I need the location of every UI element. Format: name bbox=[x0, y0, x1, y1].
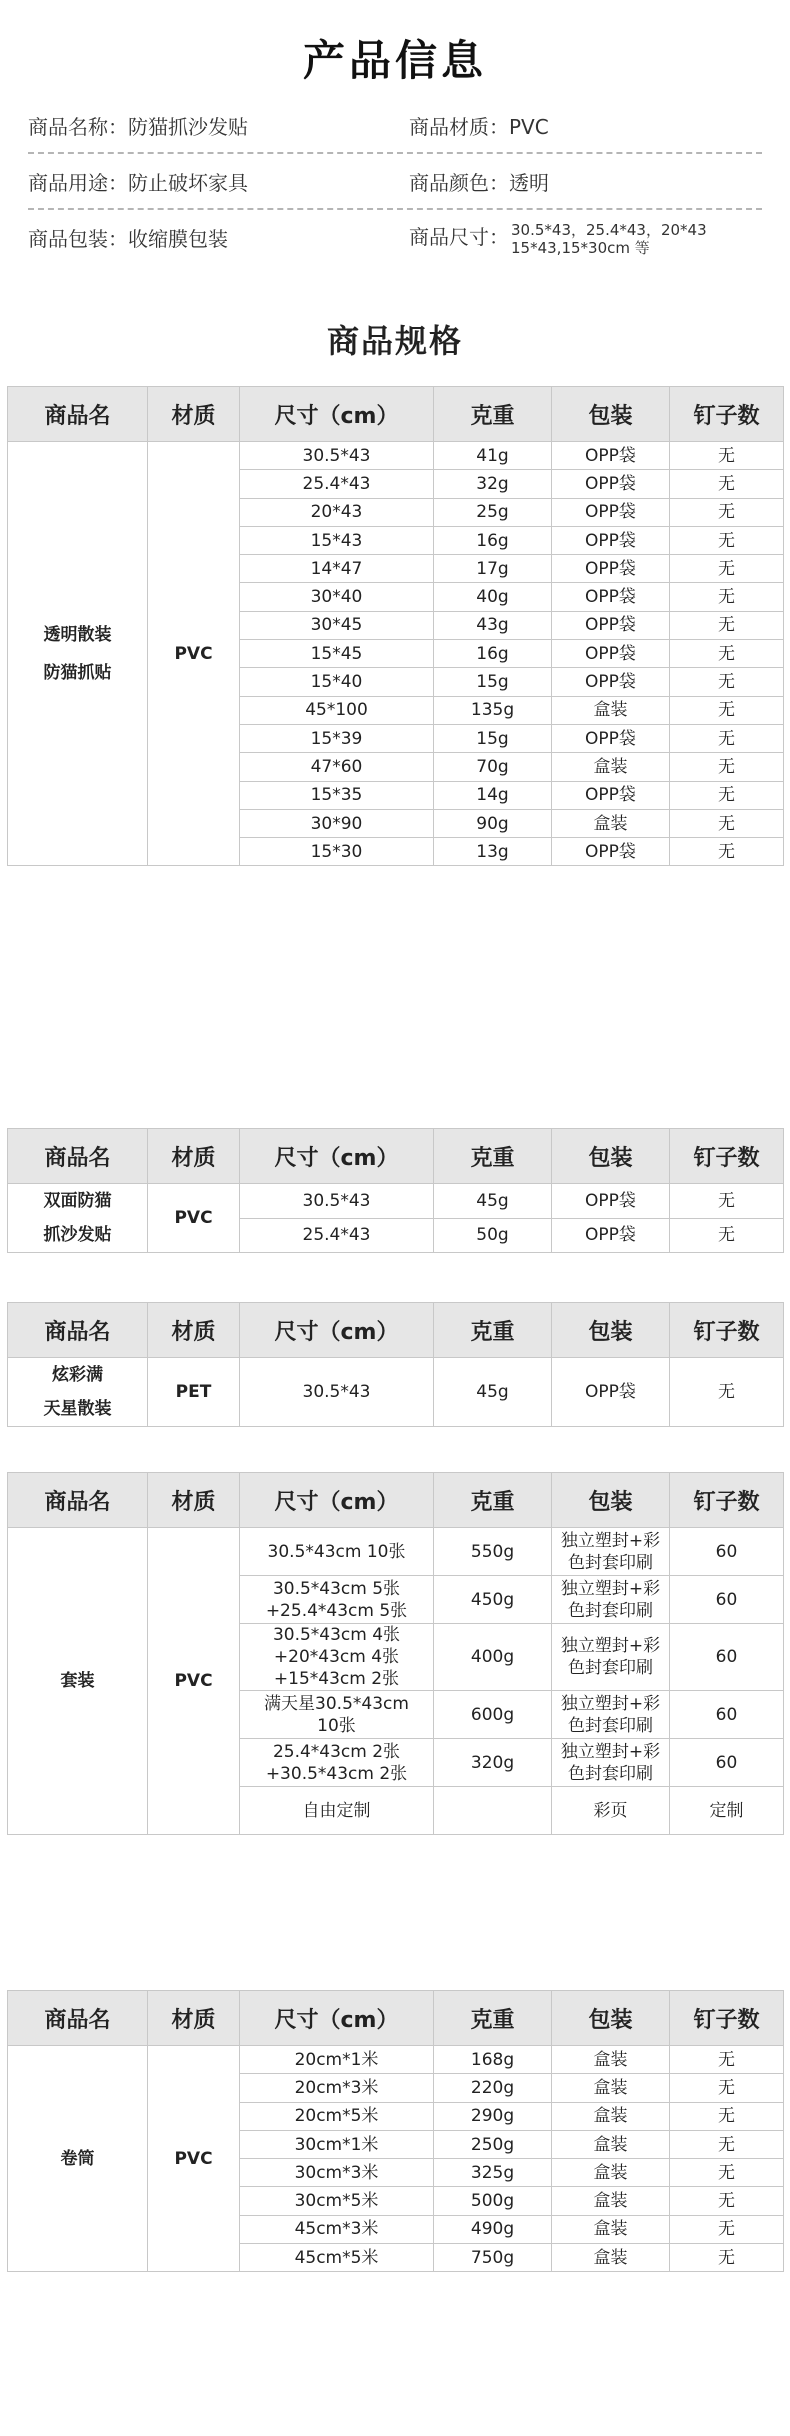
column-header: 克重 bbox=[434, 1129, 552, 1184]
packaging-cell: OPP袋 bbox=[552, 781, 670, 809]
nail-count-cell: 无 bbox=[670, 2130, 784, 2158]
size-cell: 15*35 bbox=[240, 781, 434, 809]
weight-cell: 550g bbox=[434, 1528, 552, 1576]
column-header: 包装 bbox=[552, 1129, 670, 1184]
column-header: 商品名 bbox=[8, 1991, 148, 2046]
size-cell: 满天星30.5*43cm 10张 bbox=[240, 1691, 434, 1739]
column-header: 钉子数 bbox=[670, 1129, 784, 1184]
table-header-row bbox=[8, 1473, 784, 1528]
material-cell: PVC bbox=[148, 1184, 240, 1253]
nail-count-cell: 无 bbox=[670, 583, 784, 611]
column-header: 商品名 bbox=[8, 1473, 148, 1528]
nail-count-cell: 无 bbox=[670, 696, 784, 724]
spec-table bbox=[7, 1302, 784, 1427]
size-cell: 30.5*43 bbox=[240, 1358, 434, 1427]
weight-cell: 500g bbox=[434, 2187, 552, 2215]
size-cell: 30.5*43cm 10张 bbox=[240, 1528, 434, 1576]
info-row bbox=[28, 210, 762, 264]
packaging-cell: OPP袋 bbox=[552, 526, 670, 554]
packaging-cell: 独立塑封+彩 色封套印刷 bbox=[552, 1624, 670, 1691]
size-cell: 15*45 bbox=[240, 640, 434, 668]
nail-count-cell: 无 bbox=[670, 640, 784, 668]
product-info-block bbox=[28, 98, 762, 264]
nail-count-cell: 无 bbox=[670, 753, 784, 781]
packaging-cell: OPP袋 bbox=[552, 611, 670, 639]
nail-count-cell: 无 bbox=[670, 2244, 784, 2272]
packaging-cell: 盒装 bbox=[552, 2074, 670, 2102]
packaging-cell: OPP袋 bbox=[552, 583, 670, 611]
packaging-cell: 盒装 bbox=[552, 2130, 670, 2158]
nail-count-cell: 无 bbox=[670, 470, 784, 498]
nail-count-cell: 无 bbox=[670, 1358, 784, 1427]
size-cell: 30cm*5米 bbox=[240, 2187, 434, 2215]
column-header: 包装 bbox=[552, 1303, 670, 1358]
packaging-cell: OPP袋 bbox=[552, 498, 670, 526]
size-cell: 自由定制 bbox=[240, 1787, 434, 1835]
nail-count-cell: 无 bbox=[670, 611, 784, 639]
size-cell: 30*45 bbox=[240, 611, 434, 639]
table-row bbox=[8, 2046, 784, 2074]
page-title: 产品信息 bbox=[302, 36, 487, 85]
packaging-cell: OPP袋 bbox=[552, 442, 670, 470]
weight-cell: 45g bbox=[434, 1358, 552, 1427]
table-header-row bbox=[8, 1129, 784, 1184]
spec-title: 商品规格 bbox=[326, 322, 463, 360]
weight-cell: 13g bbox=[434, 838, 552, 866]
column-header: 钉子数 bbox=[670, 1303, 784, 1358]
nail-count-cell: 无 bbox=[670, 442, 784, 470]
column-header: 克重 bbox=[434, 1473, 552, 1528]
column-header: 商品名 bbox=[8, 1129, 148, 1184]
size-cell: 30.5*43cm 4张 +20*43cm 4张 +15*43cm 2张 bbox=[240, 1624, 434, 1691]
packaging-cell: 盒装 bbox=[552, 2187, 670, 2215]
size-cell: 25.4*43cm 2张 +30.5*43cm 2张 bbox=[240, 1739, 434, 1787]
info-product-material: 商品材质：PVC bbox=[409, 114, 549, 139]
packaging-cell: 彩页 bbox=[552, 1787, 670, 1835]
packaging-cell: 独立塑封+彩 色封套印刷 bbox=[552, 1691, 670, 1739]
packaging-cell: OPP袋 bbox=[552, 838, 670, 866]
nail-count-cell: 无 bbox=[670, 781, 784, 809]
column-header: 材质 bbox=[148, 387, 240, 442]
weight-cell: 400g bbox=[434, 1624, 552, 1691]
product-name-cell: 套装 bbox=[8, 1528, 148, 1835]
nail-count-cell: 60 bbox=[670, 1691, 784, 1739]
weight-cell: 16g bbox=[434, 640, 552, 668]
material-cell: PVC bbox=[148, 1528, 240, 1835]
weight-cell: 15g bbox=[434, 724, 552, 752]
column-header: 材质 bbox=[148, 1991, 240, 2046]
spec-table bbox=[7, 1472, 784, 1835]
table-row bbox=[8, 1528, 784, 1576]
column-header: 尺寸（cm） bbox=[240, 1303, 434, 1358]
packaging-cell: OPP袋 bbox=[552, 1218, 670, 1253]
column-header: 尺寸（cm） bbox=[240, 387, 434, 442]
packaging-cell: 盒装 bbox=[552, 2046, 670, 2074]
column-header: 钉子数 bbox=[670, 1991, 784, 2046]
nail-count-cell: 无 bbox=[670, 526, 784, 554]
product-name-cell: 卷筒 bbox=[8, 2046, 148, 2272]
nail-count-cell: 无 bbox=[670, 809, 784, 837]
weight-cell: 250g bbox=[434, 2130, 552, 2158]
size-cell: 20cm*5米 bbox=[240, 2102, 434, 2130]
packaging-cell: OPP袋 bbox=[552, 555, 670, 583]
packaging-cell: OPP袋 bbox=[552, 1184, 670, 1219]
column-header: 克重 bbox=[434, 1303, 552, 1358]
nail-count-cell: 60 bbox=[670, 1624, 784, 1691]
column-header: 尺寸（cm） bbox=[240, 1473, 434, 1528]
table-header-row bbox=[8, 1991, 784, 2046]
size-cell: 30.5*43 bbox=[240, 1184, 434, 1219]
nail-count-cell: 60 bbox=[670, 1576, 784, 1624]
size-cell: 14*47 bbox=[240, 555, 434, 583]
column-header: 钉子数 bbox=[670, 387, 784, 442]
packaging-cell: 独立塑封+彩 色封套印刷 bbox=[552, 1576, 670, 1624]
nail-count-cell: 无 bbox=[670, 1184, 784, 1219]
size-cell: 25.4*43 bbox=[240, 1218, 434, 1253]
size-cell: 15*30 bbox=[240, 838, 434, 866]
weight-cell: 750g bbox=[434, 2244, 552, 2272]
nail-count-cell: 无 bbox=[670, 838, 784, 866]
packaging-cell: 盒装 bbox=[552, 2215, 670, 2243]
nail-count-cell: 无 bbox=[670, 1218, 784, 1253]
info-row bbox=[28, 154, 762, 210]
size-cell: 45*100 bbox=[240, 696, 434, 724]
packaging-cell: 盒装 bbox=[552, 2244, 670, 2272]
nail-count-cell: 定制 bbox=[670, 1787, 784, 1835]
size-cell: 45cm*3米 bbox=[240, 2215, 434, 2243]
material-cell: PVC bbox=[148, 2046, 240, 2272]
weight-cell bbox=[434, 1787, 552, 1835]
product-name-cell: 透明散装 防猫抓贴 bbox=[8, 442, 148, 866]
info-product-name: 商品名称：防猫抓沙发贴 bbox=[28, 114, 248, 139]
info-size-line2: 15*43,15*30cm 等 bbox=[511, 239, 650, 257]
info-product-size bbox=[395, 210, 762, 264]
column-header: 钉子数 bbox=[670, 1473, 784, 1528]
size-cell: 25.4*43 bbox=[240, 470, 434, 498]
packaging-cell: 盒装 bbox=[552, 2159, 670, 2187]
weight-cell: 40g bbox=[434, 583, 552, 611]
weight-cell: 220g bbox=[434, 2074, 552, 2102]
weight-cell: 25g bbox=[434, 498, 552, 526]
column-header: 材质 bbox=[148, 1473, 240, 1528]
info-size-values bbox=[511, 221, 707, 257]
table-row bbox=[8, 1184, 784, 1219]
weight-cell: 290g bbox=[434, 2102, 552, 2130]
weight-cell: 50g bbox=[434, 1218, 552, 1253]
column-header: 商品名 bbox=[8, 387, 148, 442]
weight-cell: 45g bbox=[434, 1184, 552, 1219]
nail-count-cell: 无 bbox=[670, 555, 784, 583]
spec-table bbox=[7, 386, 784, 866]
column-header: 尺寸（cm） bbox=[240, 1991, 434, 2046]
size-cell: 30.5*43cm 5张 +25.4*43cm 5张 bbox=[240, 1576, 434, 1624]
info-row bbox=[28, 98, 762, 154]
nail-count-cell: 无 bbox=[670, 668, 784, 696]
nail-count-cell: 无 bbox=[670, 498, 784, 526]
size-cell: 15*40 bbox=[240, 668, 434, 696]
column-header: 尺寸（cm） bbox=[240, 1129, 434, 1184]
nail-count-cell: 无 bbox=[670, 2102, 784, 2130]
column-header: 材质 bbox=[148, 1129, 240, 1184]
size-cell: 45cm*5米 bbox=[240, 2244, 434, 2272]
spec-table bbox=[7, 1990, 784, 2272]
packaging-cell: OPP袋 bbox=[552, 640, 670, 668]
nail-count-cell: 无 bbox=[670, 2074, 784, 2102]
weight-cell: 32g bbox=[434, 470, 552, 498]
weight-cell: 43g bbox=[434, 611, 552, 639]
size-cell: 20cm*3米 bbox=[240, 2074, 434, 2102]
table-header-row bbox=[8, 1303, 784, 1358]
size-cell: 30.5*43 bbox=[240, 442, 434, 470]
column-header: 包装 bbox=[552, 1991, 670, 2046]
column-header: 克重 bbox=[434, 1991, 552, 2046]
info-size-label: 商品尺寸： bbox=[409, 225, 509, 249]
info-product-color: 商品颜色：透明 bbox=[409, 170, 549, 195]
nail-count-cell: 无 bbox=[670, 2159, 784, 2187]
column-header: 包装 bbox=[552, 1473, 670, 1528]
weight-cell: 90g bbox=[434, 809, 552, 837]
spec-table bbox=[7, 1128, 784, 1253]
packaging-cell: 盒装 bbox=[552, 696, 670, 724]
weight-cell: 135g bbox=[434, 696, 552, 724]
table-row bbox=[8, 442, 784, 470]
column-header: 克重 bbox=[434, 387, 552, 442]
weight-cell: 325g bbox=[434, 2159, 552, 2187]
table-row bbox=[8, 1358, 784, 1427]
packaging-cell: OPP袋 bbox=[552, 470, 670, 498]
weight-cell: 15g bbox=[434, 668, 552, 696]
size-cell: 30cm*3米 bbox=[240, 2159, 434, 2187]
material-cell: PVC bbox=[148, 442, 240, 866]
size-cell: 30*40 bbox=[240, 583, 434, 611]
table-header-row bbox=[8, 387, 784, 442]
info-product-usage: 商品用途：防止破坏家具 bbox=[28, 170, 248, 195]
weight-cell: 600g bbox=[434, 1691, 552, 1739]
packaging-cell: 盒装 bbox=[552, 809, 670, 837]
weight-cell: 14g bbox=[434, 781, 552, 809]
size-cell: 20*43 bbox=[240, 498, 434, 526]
info-product-packaging: 商品包装：收缩膜包装 bbox=[28, 226, 228, 251]
product-name-cell: 炫彩满 天星散装 bbox=[8, 1358, 148, 1427]
packaging-cell: 独立塑封+彩 色封套印刷 bbox=[552, 1739, 670, 1787]
nail-count-cell: 无 bbox=[670, 2187, 784, 2215]
size-cell: 30cm*1米 bbox=[240, 2130, 434, 2158]
weight-cell: 70g bbox=[434, 753, 552, 781]
weight-cell: 168g bbox=[434, 2046, 552, 2074]
info-size-line1: 30.5*43，25.4*43，20*43 bbox=[511, 221, 707, 239]
weight-cell: 320g bbox=[434, 1739, 552, 1787]
nail-count-cell: 60 bbox=[670, 1528, 784, 1576]
packaging-cell: 独立塑封+彩 色封套印刷 bbox=[552, 1528, 670, 1576]
weight-cell: 16g bbox=[434, 526, 552, 554]
packaging-cell: 盒装 bbox=[552, 753, 670, 781]
material-cell: PET bbox=[148, 1358, 240, 1427]
size-cell: 15*43 bbox=[240, 526, 434, 554]
column-header: 商品名 bbox=[8, 1303, 148, 1358]
nail-count-cell: 无 bbox=[670, 2215, 784, 2243]
nail-count-cell: 60 bbox=[670, 1739, 784, 1787]
packaging-cell: 盒装 bbox=[552, 2102, 670, 2130]
product-name-cell: 双面防猫 抓沙发贴 bbox=[8, 1184, 148, 1253]
size-cell: 20cm*1米 bbox=[240, 2046, 434, 2074]
size-cell: 30*90 bbox=[240, 809, 434, 837]
weight-cell: 490g bbox=[434, 2215, 552, 2243]
weight-cell: 17g bbox=[434, 555, 552, 583]
size-cell: 15*39 bbox=[240, 724, 434, 752]
packaging-cell: OPP袋 bbox=[552, 724, 670, 752]
column-header: 包装 bbox=[552, 387, 670, 442]
nail-count-cell: 无 bbox=[670, 724, 784, 752]
packaging-cell: OPP袋 bbox=[552, 1358, 670, 1427]
packaging-cell: OPP袋 bbox=[552, 668, 670, 696]
size-cell: 47*60 bbox=[240, 753, 434, 781]
nail-count-cell: 无 bbox=[670, 2046, 784, 2074]
column-header: 材质 bbox=[148, 1303, 240, 1358]
weight-cell: 450g bbox=[434, 1576, 552, 1624]
weight-cell: 41g bbox=[434, 442, 552, 470]
